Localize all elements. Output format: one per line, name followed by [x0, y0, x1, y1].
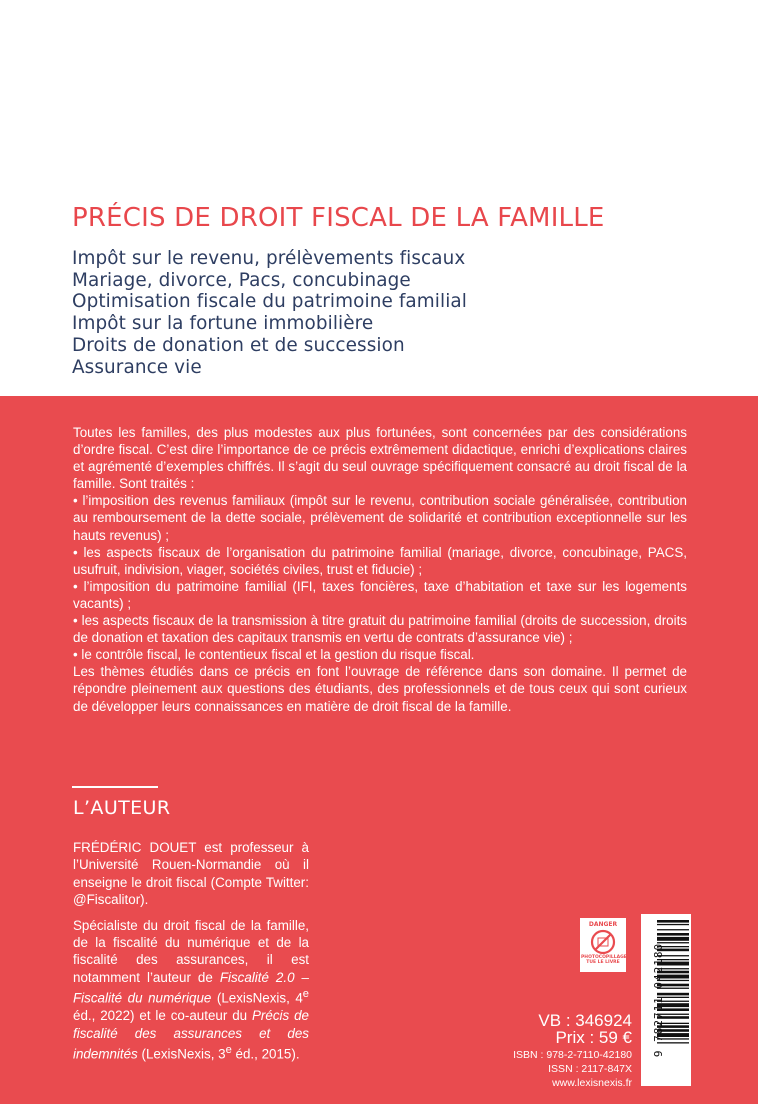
issn: ISSN : 2117-847X — [548, 1063, 632, 1075]
topic-item: Impôt sur la fortune immobilière — [72, 313, 374, 335]
book-title: PRÉCIS DE DROIT FISCAL DE LA FAMILLE — [72, 203, 605, 233]
topic-item: Optimisation fiscale du patrimoine familial — [72, 291, 467, 313]
bio-text: (LexisNexis, 3 — [137, 1046, 226, 1062]
description-bullet: • l’imposition du patrimoine familial (IFI, taxes foncières, taxe d’habitation et taxe sur les logements vacants) ; — [73, 578, 687, 611]
bio-text: éd., 2015). — [231, 1046, 300, 1062]
author-bio-2 — [73, 917, 309, 1063]
prohibition-icon — [590, 929, 616, 955]
topic-item: Impôt sur le revenu, prélèvements fiscaux — [72, 248, 466, 269]
website: www.lexisnexis.fr — [552, 1077, 632, 1089]
bio-sup: e — [225, 1043, 232, 1056]
book-title-1: Fiscalité 2.0 – Fiscalité du numérique — [73, 969, 309, 1006]
bio-text: (LexisNexis, 4 — [211, 990, 303, 1006]
section-divider — [72, 786, 158, 788]
description-outro: Les thèmes étudiés dans ce précis en font l’ouvrage de référence dans son domaine. Il permet de répondre pleinement aux questions des étudiants, des professionnels et de tous ceux qui sont curieux de développer leurs connaissances en matière de droit fiscal de la famille. — [73, 664, 687, 714]
barcode-number: 9 782711 042180 — [652, 942, 665, 1058]
bio-text: Spécialiste du droit fiscal de la famille, de la fiscalité du numérique et de la fiscalité des assurances, il est notamment l’auteur de — [73, 917, 309, 985]
logo-danger-text: DANGER — [588, 921, 618, 928]
book-title-2: Précis de fiscalité des assurances et des indemnités — [73, 1008, 309, 1062]
photocopillage-logo — [580, 918, 626, 972]
topic-item: Assurance vie — [72, 356, 202, 378]
topic-item: Droits de donation et de succession — [72, 334, 405, 356]
description-bullet: • les aspects fiscaux de la transmission à titre gratuit du patrimoine familial (droits de succession, droits de donation et taxation des capitaux transmis en vertu de contrats d’assurance vie) ; — [73, 613, 687, 646]
barcode-bars — [641, 914, 691, 1086]
description — [73, 424, 687, 715]
description-bullet: • le contrôle fiscal, le contentieux fiscal et la gestion du risque fiscal. — [73, 647, 475, 663]
logo-caption-2: TUE LE LIVRE — [586, 960, 620, 965]
price: Prix : 59 € — [555, 1028, 632, 1047]
author-bio-1: FRÉDÉRIC DOUET est professeur à l’Université Rouen-Normandie où il enseigne le droit fiscal (Compte Twitter: @Fiscalitor). — [73, 840, 309, 908]
bio-sup: e — [302, 988, 309, 1001]
vb-code: VB : 346924 — [538, 1011, 632, 1030]
author-bio — [73, 839, 309, 1063]
barcode — [641, 914, 691, 1086]
author-heading: L’AUTEUR — [73, 797, 171, 819]
bio-text: éd., 2022) et le co-auteur du — [73, 1008, 252, 1024]
topic-item: Mariage, divorce, Pacs, concubinage — [72, 269, 411, 291]
description-bullet: • les aspects fiscaux de l’organisation du patrimoine familial (mariage, divorce, concubinage, PACS, usufruit, indivision, viager, sociétés civiles, trust et fiducie) ; — [73, 544, 687, 577]
logo-caption-1: PHOTOCOPILLAGE — [581, 955, 627, 960]
description-intro: Toutes les familles, des plus modestes aux plus fortunées, sont concernées par des considérations d’ordre fiscal. C’est dire l’importance de ce précis extrêmement didactique, enrichi d’explications claires et agrémenté d’exemples chiffrés. Il s’agit du seul ouvrage spécifiquement consacré au droit fiscal de la famille. Sont traités : — [73, 425, 687, 492]
isbn: ISBN : 978-2-7110-42180 — [513, 1049, 632, 1061]
description-bullet: • l’imposition des revenus familiaux (impôt sur le revenu, contribution sociale généralisée, contribution au remboursement de la dette sociale, prélèvement de solidarité et contribution exceptionnelle sur les hauts revenus) ; — [73, 493, 687, 543]
topics-list — [72, 248, 467, 378]
